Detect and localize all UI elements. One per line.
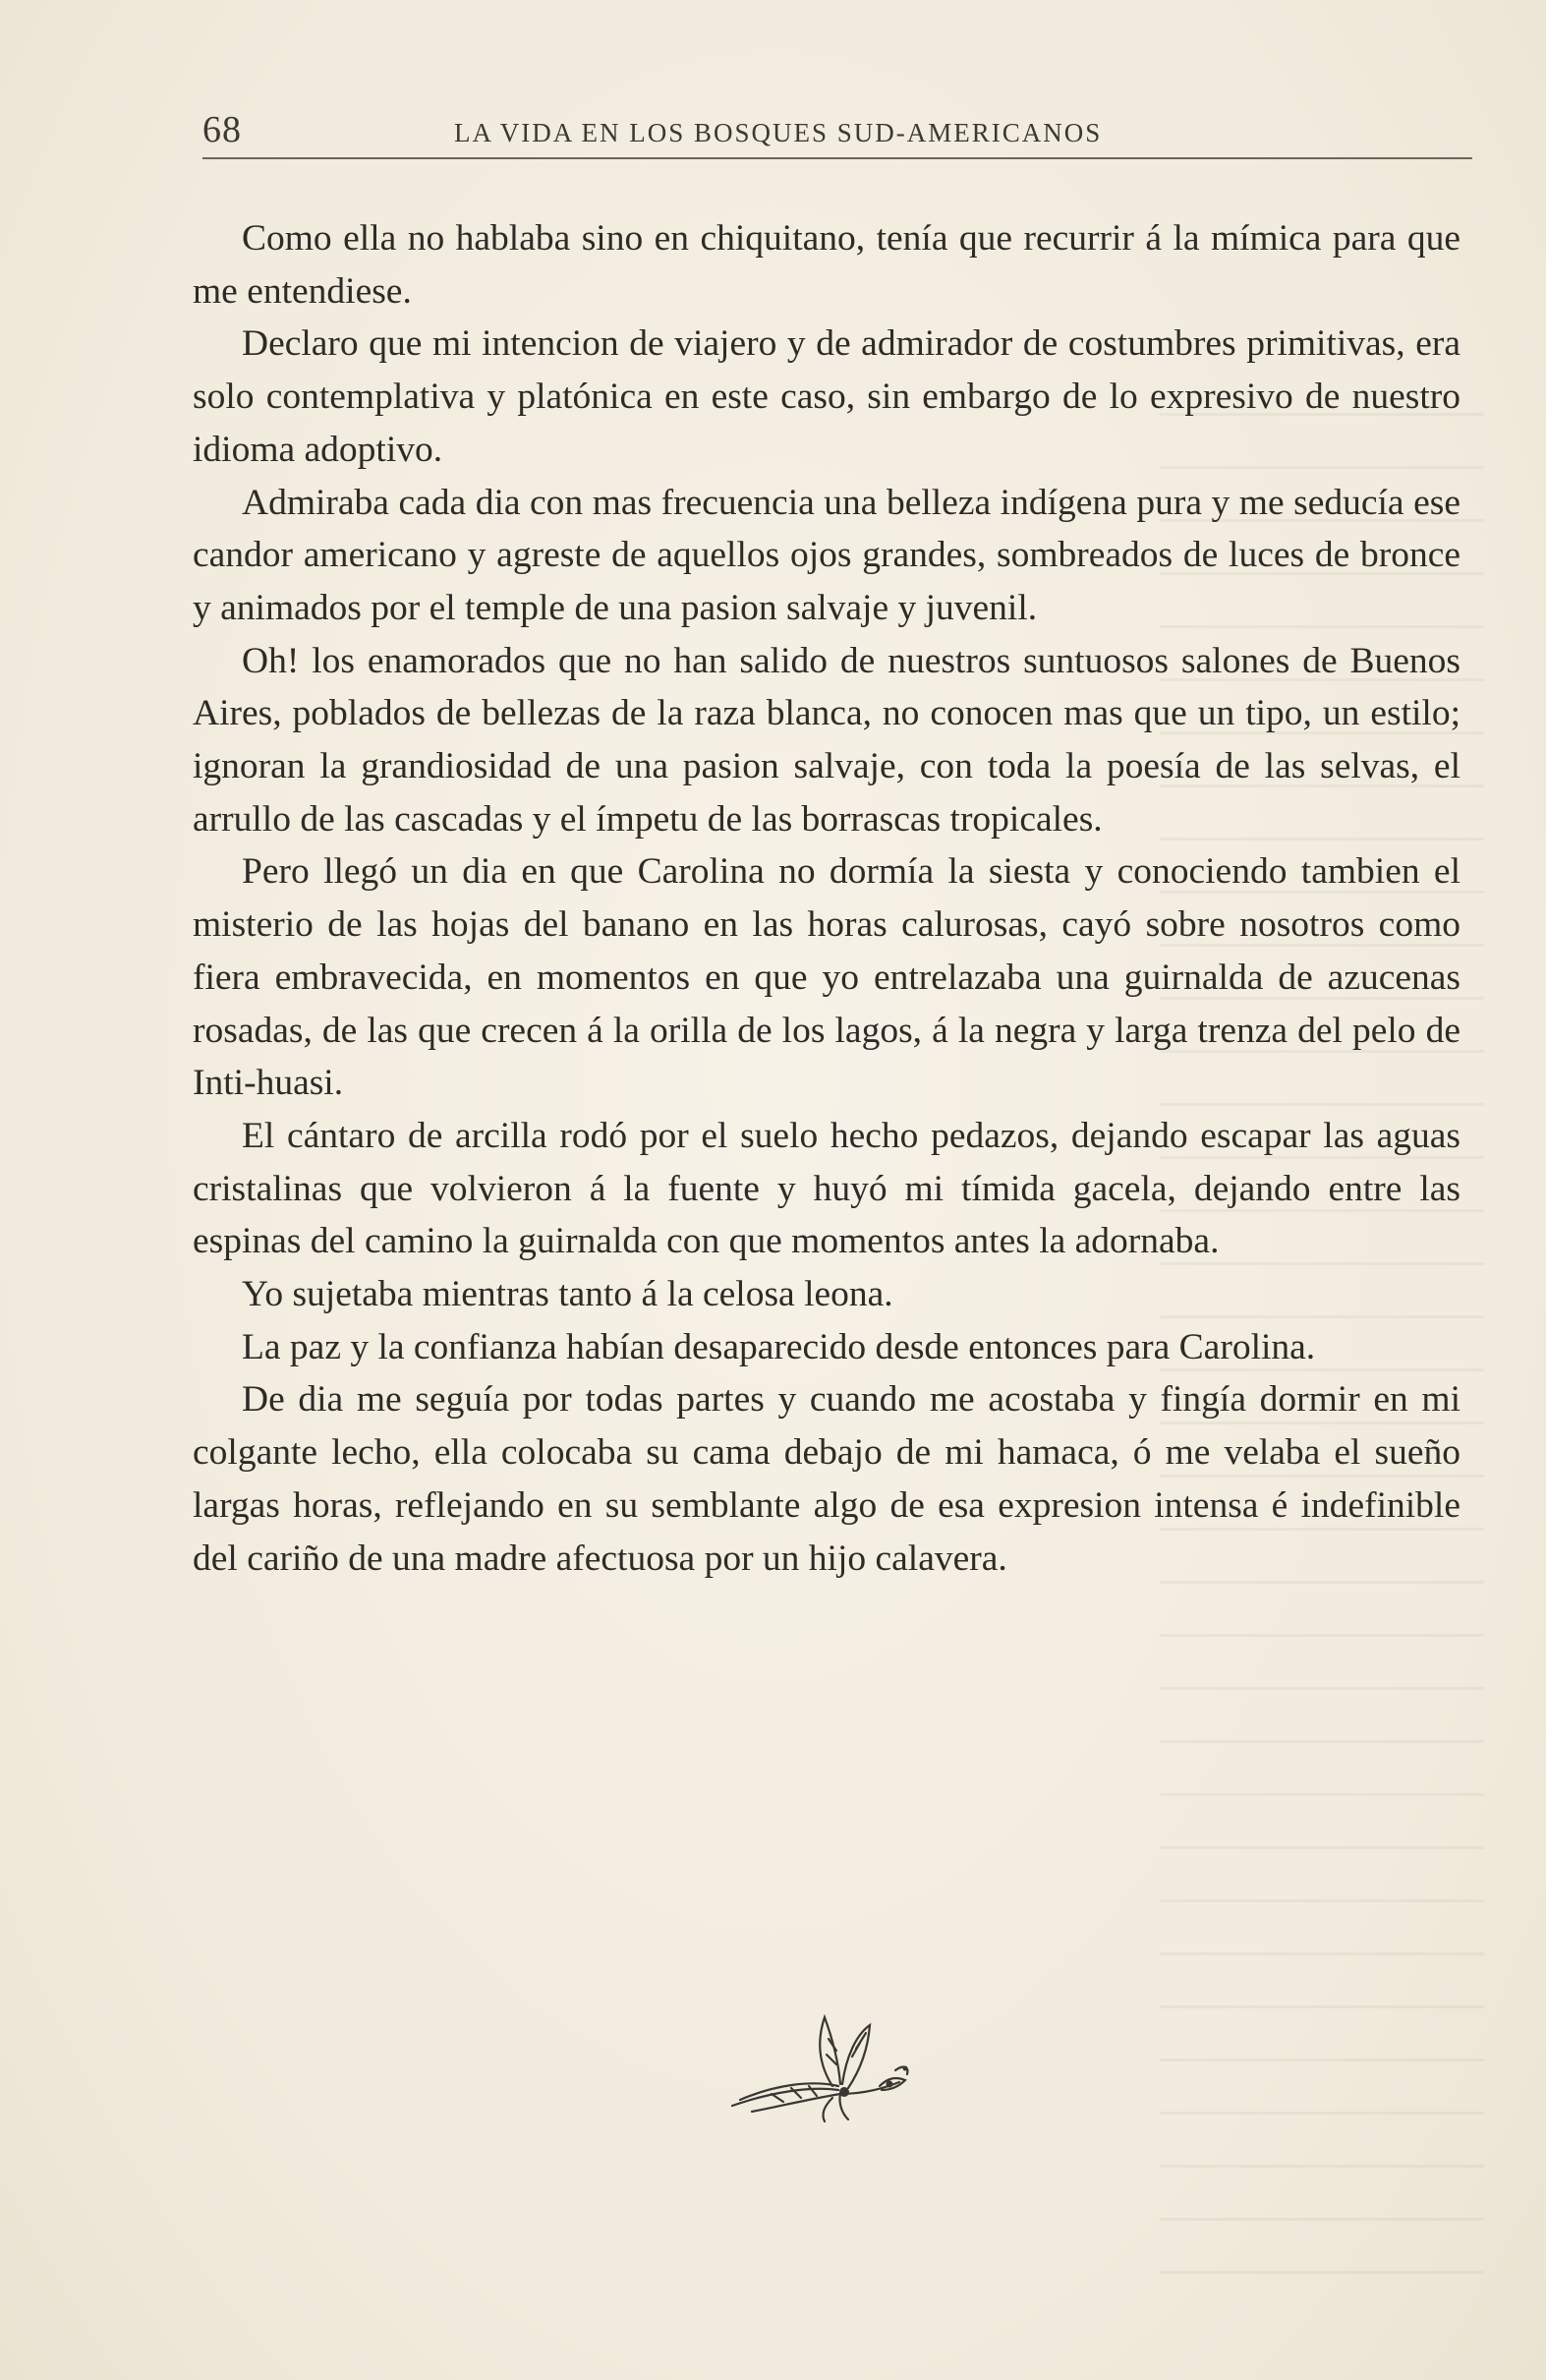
running-head: LA VIDA EN LOS BOSQUES SUD-AMERICANOS bbox=[454, 118, 1103, 147]
paragraph: Oh! los enamorados que no han salido de nuestros suntuosos salones de Buenos Aires, poblados de bellezas de la raza blanca, no conocen mas que un tipo, un estilo; ignoran la grandiosidad de una pasion salvaje, con toda la poesía de las selvas, el arrullo de las cascadas y el ímpetu de las borrascas tropicales. bbox=[193, 640, 1460, 840]
paragraph: Como ella no hablaba sino en chiquitano, tenía que recurrir á la mímica para que me entendiese. bbox=[193, 218, 1460, 312]
paragraph: El cántaro de arcilla rodó por el suelo hecho pedazos, dejando escapar las aguas cristalinas que volvieron á la fuente y huyó mi tímida gacela, dejando entre las espinas del camino la guirnalda con que momentos antes la adornaba. bbox=[193, 1115, 1460, 1262]
page-header bbox=[202, 108, 1472, 159]
paragraph: Admiraba cada dia con mas frecuencia una belleza indígena pura y me seducía ese candor americano y agreste de aquellos ojos grandes, sombreados de luces de bronce y animados por el temple de una pasion salvaje y juvenil. bbox=[193, 482, 1460, 628]
paragraph: De dia me seguía por todas partes y cuando me acostaba y fingía dormir en mi colgante lecho, ella colocaba su cama debajo de mi hamaca, ó me velaba el sueño largas horas, reflejando en su semblante algo de esa expresion intensa é indefinible del cariño de una madre afectuosa por un hijo calavera. bbox=[193, 1379, 1460, 1579]
paragraph: Declaro que mi intencion de viajero y de admirador de costumbres primitivas, era solo contemplativa y platónica en este caso, sin embargo de lo expresivo de nuestro idioma adoptivo. bbox=[193, 323, 1460, 470]
page-number: 68 bbox=[202, 109, 242, 150]
paragraph: Yo sujetaba mientras tanto á la celosa leona. bbox=[242, 1274, 893, 1315]
body-text bbox=[193, 212, 1460, 1585]
paragraph: Pero llegó un dia en que Carolina no dormía la siesta y conociendo tambien el misterio de las hojas del banano en las horas calurosas, cayó sobre nosotros como fiera embravecida, en momentos en que yo entrelazaba una guirnalda de azucenas rosadas, de las que crecen á la orilla de los lagos, á la negra y larga trenza del pelo de Inti-huasi. bbox=[193, 851, 1460, 1104]
paragraph: La paz y la confianza habían desaparecido desde entonces para Carolina. bbox=[242, 1326, 1316, 1367]
floral-vignette-icon bbox=[722, 1996, 929, 2123]
